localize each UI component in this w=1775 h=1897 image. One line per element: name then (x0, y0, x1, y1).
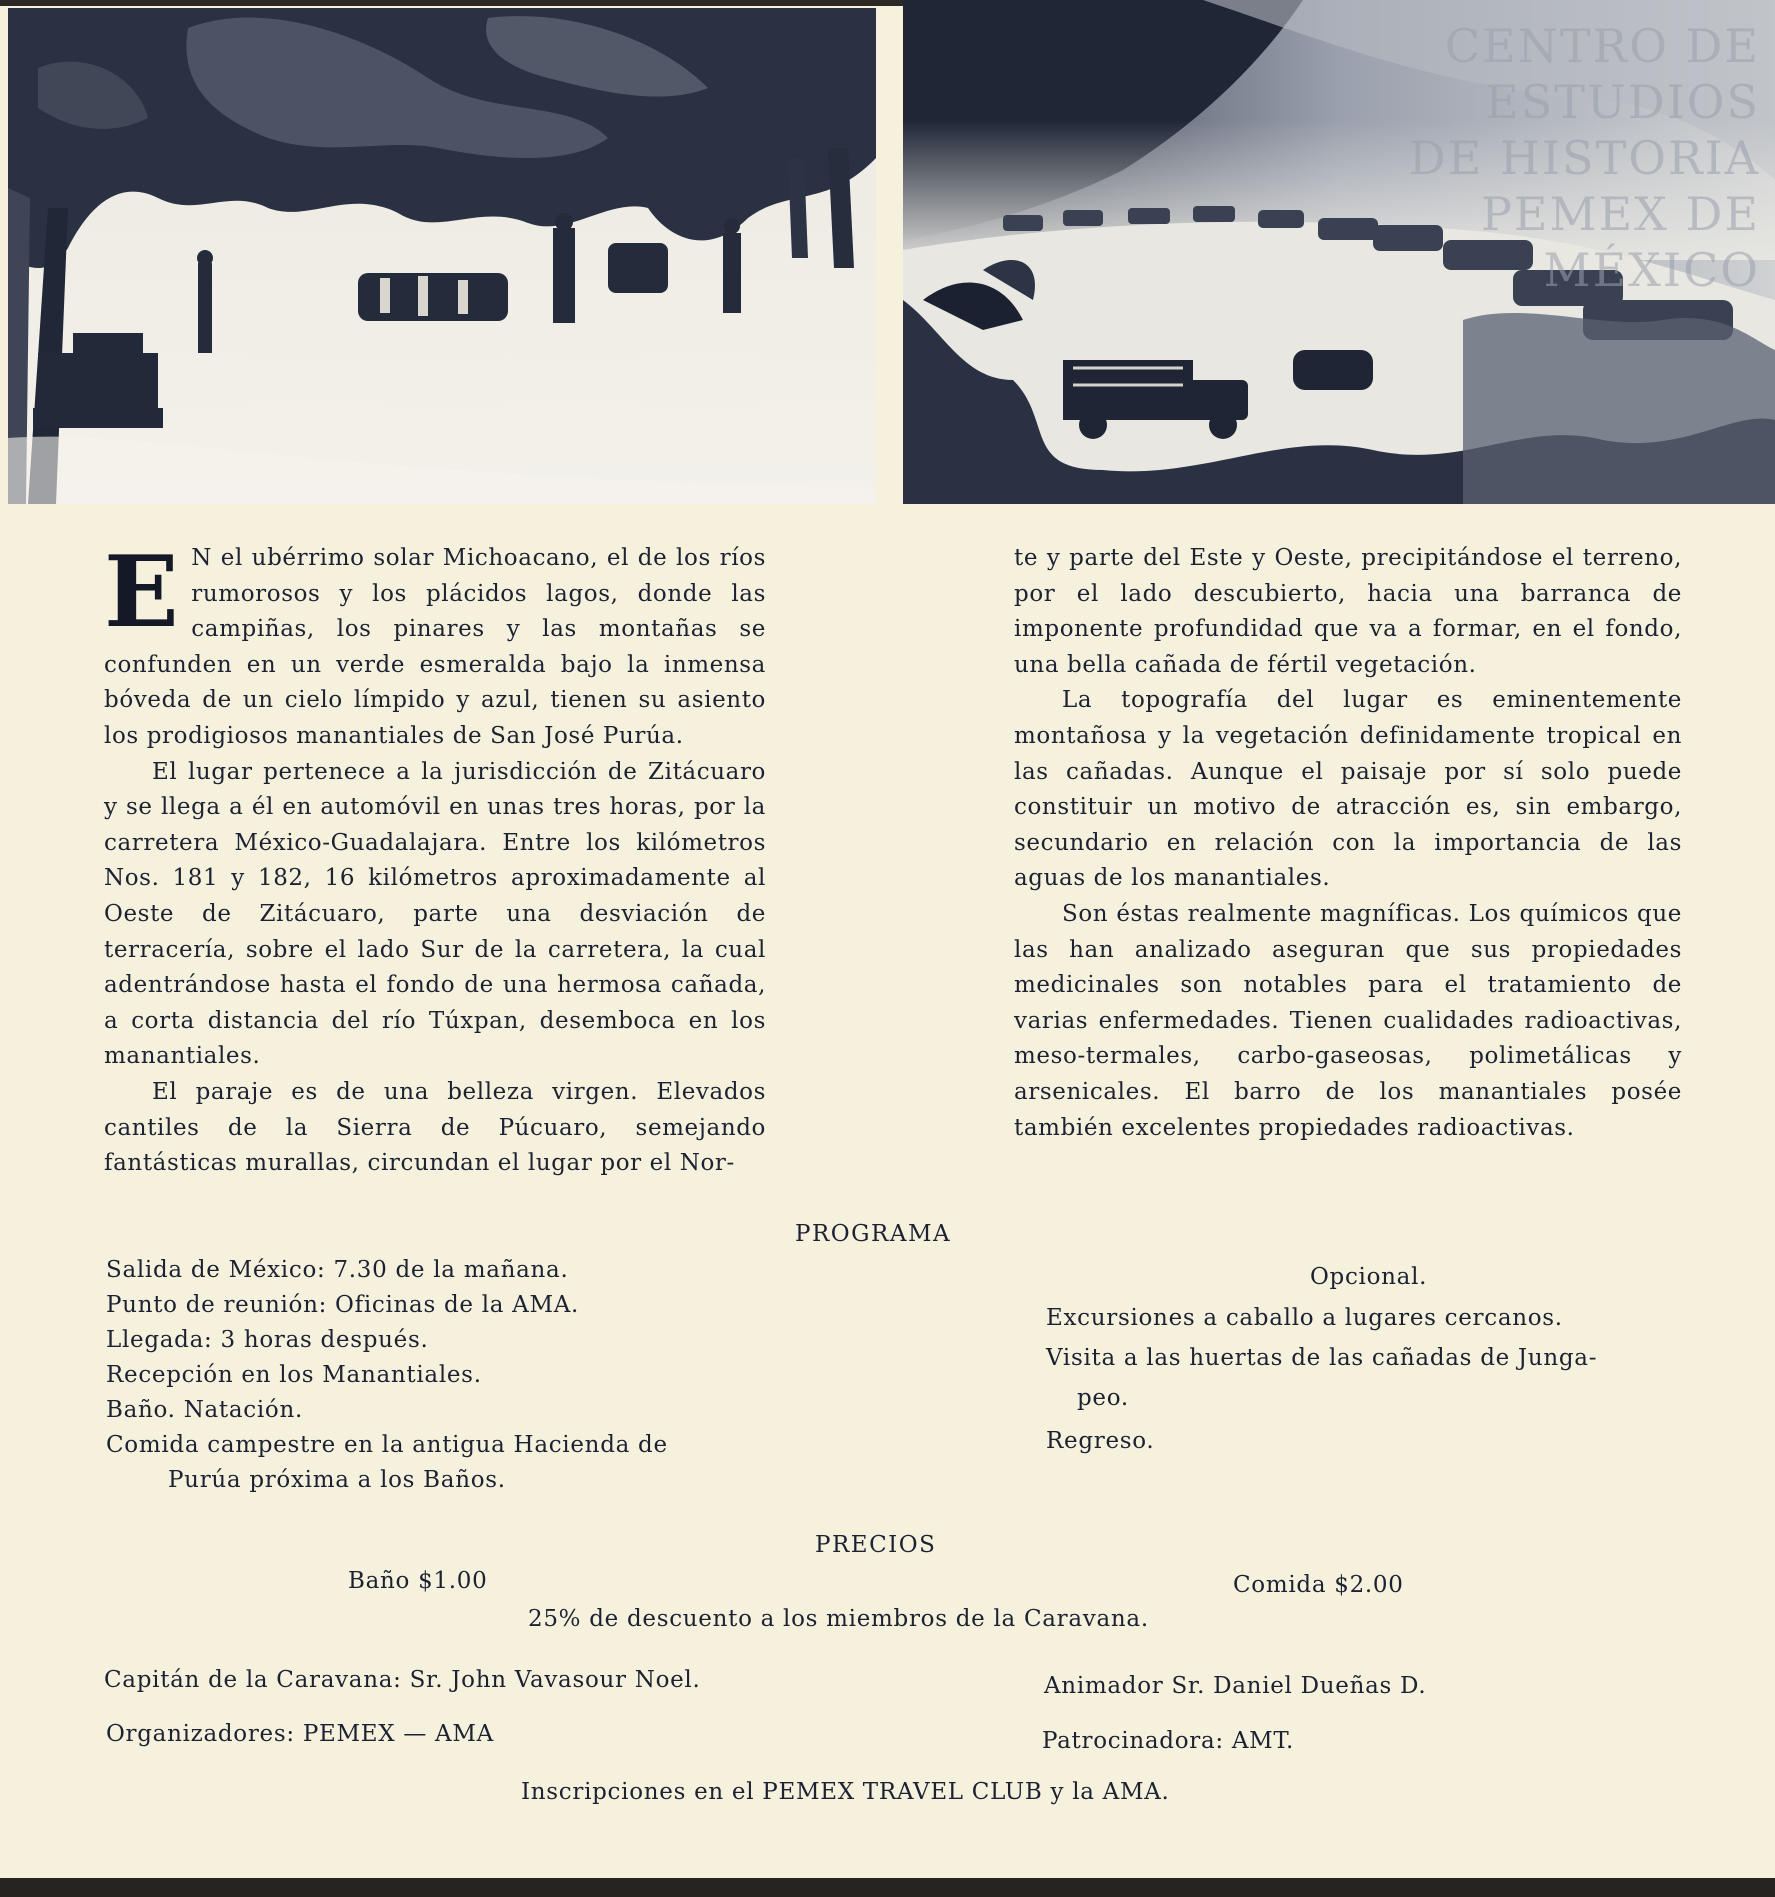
descuento-note: 25% de descuento a los miembros de la Caravana. (528, 1606, 1149, 1632)
programa-item: Salida de México: 7.30 de la mañana. (106, 1257, 569, 1283)
article-paragraph-4: te y parte del Este y Oeste, precipitándose el terreno, por el lado descubierto, hacia una barranca de imponente profundidad que va a formar, en el fondo, una bella cañada de fértil vegetación. (1014, 545, 1682, 678)
precio-comida: Comida $2.00 (1233, 1572, 1404, 1598)
inscripciones-note: Inscripciones en el PEMEX TRAVEL CLUB y la AMA. (521, 1779, 1170, 1805)
programa-heading: PROGRAMA (795, 1221, 952, 1247)
animador-credit: Animador Sr. Daniel Dueñas D. (1044, 1673, 1427, 1699)
opcional-item: Excursiones a caballo a lugares cercanos. (1046, 1305, 1563, 1331)
patrocinadora-credit: Patrocinadora: AMT. (1042, 1728, 1295, 1754)
opcional-item: Visita a las huertas de las cañadas de Junga- (1046, 1345, 1598, 1371)
precio-bano: Baño $1.00 (348, 1568, 488, 1594)
programa-item: Baño. Natación. (106, 1397, 303, 1423)
scan-edge-bottom (0, 1878, 1775, 1897)
article-paragraph-2: El lugar pertenece a la jurisdicción de Zitácuaro y se llega a él en automóvil en unas tres horas, por la carretera México-Guadalajara. Entre los kilómetros Nos. 181 y 182, 16 kilómetros aproximadamente al Oeste de Zitácuaro, parte una desviación de terracería, sobre el lado Sur de la carretera, la cual adentrándose hasta el fondo de una hermosa cañada, a corta distancia del río Túxpan, desemboca en los manantiales. (104, 758, 766, 1070)
article-paragraph-5: La topografía del lugar es eminentemente montañosa y la vegetación definidamente tropical en las cañadas. Aunque el paisaje por sí solo puede constituir un motivo de atracción es, sin embargo, secundario en relación con la importancia de las aguas de los manantiales. (1014, 687, 1682, 892)
opcional-item: peo. (1077, 1385, 1129, 1411)
opcional-item: Regreso. (1046, 1428, 1155, 1454)
organizadores-credit: Organizadores: PEMEX — AMA (106, 1721, 494, 1747)
precios-heading: PRECIOS (815, 1532, 937, 1558)
photo-picnic-under-trees (8, 8, 876, 504)
programa-item: Recepción en los Manantiales. (106, 1362, 482, 1388)
drop-cap: E (104, 535, 180, 650)
programa-item: Punto de reunión: Oficinas de la AMA. (106, 1292, 580, 1318)
archive-watermark: CENTRO DE ESTUDIOS DE HISTORIA PEMEX DE MÉXICO (1408, 19, 1760, 297)
article-paragraph-1: N el ubérrimo solar Michoacano, el de los ríos rumorosos y los plácidos lagos, donde las campiñas, los pinares y las montañas se confunden en un verde esmeralda bajo la inmensa bóveda de un cielo límpido y azul, tienen su asiento los prodigiosos manantiales de San José Purúa. (104, 545, 766, 749)
programa-item: Llegada: 3 horas después. (106, 1327, 429, 1353)
article-paragraph-6: Son éstas realmente magníficas. Los químicos que las han analizado aseguran que sus propiedades medicinales son notables para el tratamiento de varias enfermedades. Tienen cualidades radioactivas, meso-termales, carbo-gaseosas, polimetálicas y arsenicales. El barro de los manantiales posée también excelentes propiedades radioactivas. (1014, 900, 1682, 1141)
opcional-heading: Opcional. (1310, 1264, 1428, 1290)
programa-item: Purúa próxima a los Baños. (168, 1467, 506, 1493)
programa-item: Comida campestre en la antigua Hacienda de (106, 1432, 668, 1458)
article-left-column (104, 535, 766, 1182)
capitan-credit: Capitán de la Caravana: Sr. John Vavasour Noel. (104, 1667, 701, 1693)
article-right-column (1014, 541, 1682, 1146)
article-paragraph-3: El paraje es de una belleza virgen. Elevados cantiles de la Sierra de Púcuaro, semejando fantásticas murallas, circundan el lugar por el Nor- (104, 1078, 766, 1177)
